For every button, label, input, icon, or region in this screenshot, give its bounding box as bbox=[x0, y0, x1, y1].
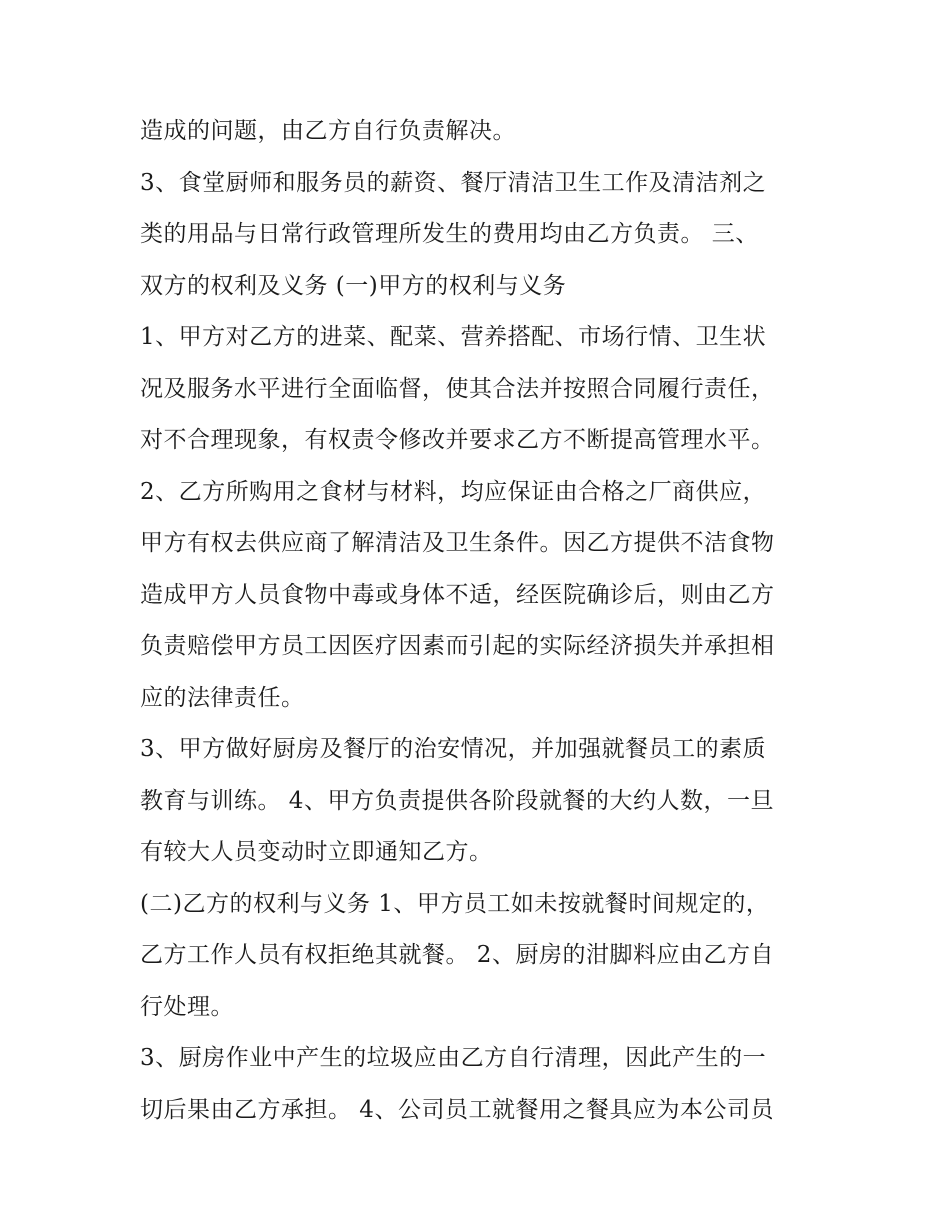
text-line: 应的法律责任。 bbox=[140, 684, 305, 711]
text-line: 乙方工作人员有权拒绝其就餐。 2、厨房的泔脚料应由乙方自 bbox=[140, 942, 774, 968]
text-line: 3、甲方做好厨房及餐厅的治安情况，并加强就餐员工的素质 bbox=[140, 736, 767, 762]
text-line: 切后果由乙方承担。 4、公司员工就餐用之餐具应为本公司员 bbox=[140, 1096, 774, 1123]
text-line: 3、食堂厨师和服务员的薪资、餐厅清洁卫生工作及清洁剂之 bbox=[140, 169, 767, 196]
text-line: 况及服务水平进行全面临督，使其合法并按照合同履行责任， bbox=[140, 375, 775, 402]
document-body bbox=[140, 106, 830, 1136]
text-line: 对不合理现象，有权责令修改并要求乙方不断提高管理水平。 bbox=[140, 427, 775, 453]
text-line: 甲方有权去供应商了解清洁及卫生条件。因乙方提供不洁食物 bbox=[140, 530, 775, 556]
text-line: 行处理。 bbox=[140, 993, 234, 1020]
text-line: 有较大人员变动时立即通知乙方。 bbox=[140, 839, 493, 865]
text-line: 造成甲方人员食物中毒或身体不适，经医院确诊后，则由乙方 bbox=[140, 581, 775, 608]
text-line: 3、厨房作业中产生的垃圾应由乙方自行清理，因此产生的一 bbox=[140, 1045, 767, 1071]
text-line: 教育与训练。 4、甲方负责提供各阶段就餐的大约人数，一旦 bbox=[140, 787, 774, 814]
text-line: 双方的权利及义务 (一)甲方的权利与义务 bbox=[140, 272, 567, 299]
text-line: 类的用品与日常行政管理所发生的费用均由乙方负责。 三、 bbox=[140, 221, 759, 247]
text-line: 负责赔偿甲方员工因医疗因素而引起的实际经济损失并承担相 bbox=[140, 633, 775, 659]
text-line: (二)乙方的权利与义务 1、甲方员工如未按就餐时间规定的， bbox=[140, 890, 770, 917]
text-line: 造成的问题，由乙方自行负责解决。 bbox=[140, 118, 516, 144]
text-line: 2、乙方所购用之食材与材料，均应保证由合格之厂商供应， bbox=[140, 478, 767, 505]
text-line: 1、甲方对乙方的进菜、配菜、营养搭配、市场行情、卫生状 bbox=[140, 324, 767, 350]
